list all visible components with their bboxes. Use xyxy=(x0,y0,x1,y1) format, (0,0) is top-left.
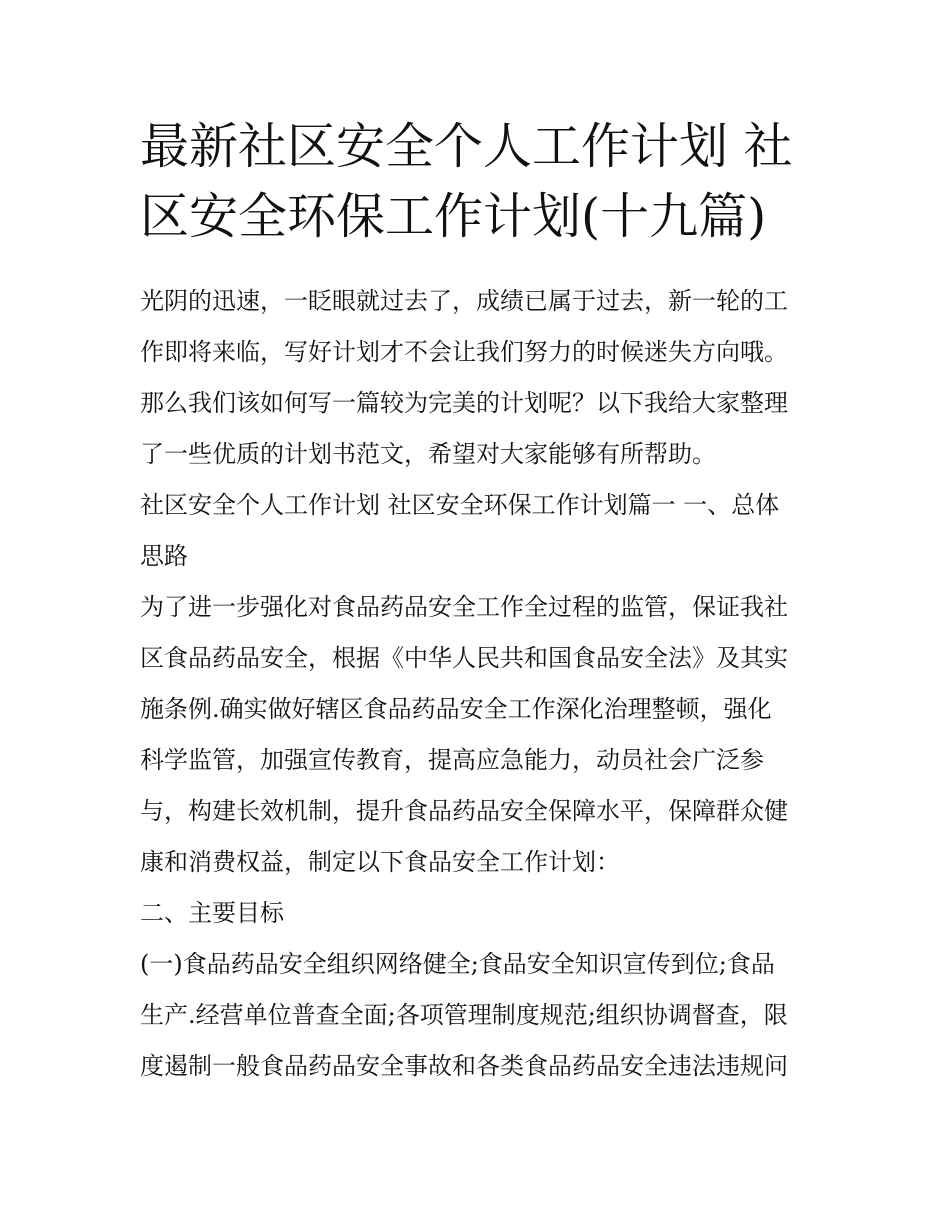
body-line: 康和消费权益，制定以下食品安全工作计划： xyxy=(140,848,620,876)
body-line: 社区安全个人工作计划 社区安全环保工作计划篇一 一、总体 xyxy=(140,491,780,519)
body-line: 为了进一步强化对食品药品安全工作全过程的监管，保证我社 xyxy=(140,593,788,621)
title-line-1: 最新社区安全个人工作计划 社 xyxy=(140,118,793,175)
document-title xyxy=(140,112,820,252)
section-heading: 二、主要目标 xyxy=(140,899,284,927)
body-line: 度遏制一般食品药品安全事故和各类食品药品安全违法违规问 xyxy=(140,1052,788,1080)
body-line: 那么我们该如何写一篇较为完美的计划呢？以下我给大家整理 xyxy=(140,389,788,417)
body-line: 科学监管，加强宣传教育，提高应急能力，动员社会广泛参 xyxy=(140,746,764,774)
body-line: 光阴的迅速，一眨眼就过去了，成绩已属于过去，新一轮的工 xyxy=(140,287,788,315)
body-line: 区食品药品安全，根据《中华人民共和国食品安全法》及其实 xyxy=(140,644,788,672)
body-line: 了一些优质的计划书范文，希望对大家能够有所帮助。 xyxy=(140,440,716,468)
body-line: 施条例.确实做好辖区食品药品安全工作深化治理整顿，强化 xyxy=(140,695,772,723)
body-line: 作即将来临，写好计划才不会让我们努力的时候迷失方向哦。 xyxy=(140,338,788,366)
title-line-2: 区安全环保工作计划(十九篇) xyxy=(140,188,767,245)
body-line: 与，构建长效机制，提升食品药品安全保障水平，保障群众健 xyxy=(140,797,788,825)
body-line: 思路 xyxy=(140,542,188,570)
body-line: (一)食品药品安全组织网络健全;食品安全知识宣传到位;食品 xyxy=(140,950,775,978)
body-line: 生产.经营单位普查全面;各项管理制度规范;组织协调督查，限 xyxy=(140,1001,788,1029)
